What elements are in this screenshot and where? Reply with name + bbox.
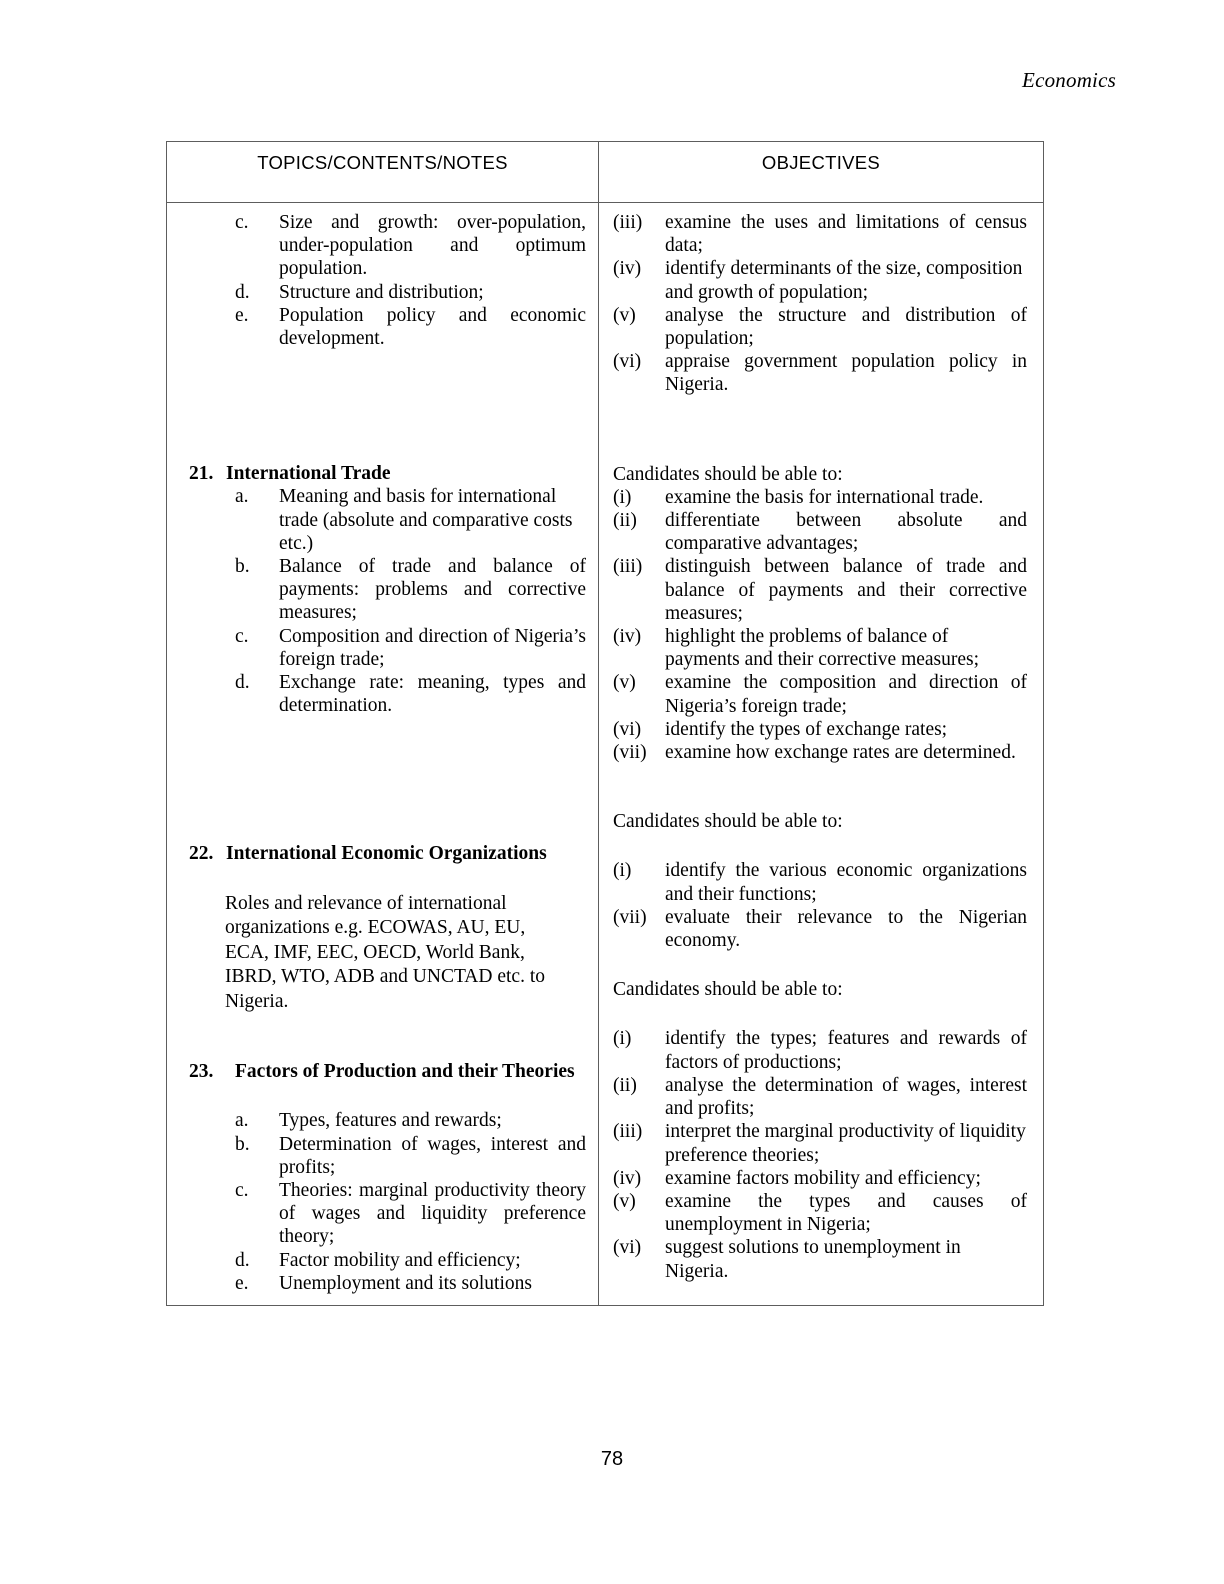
list-item xyxy=(177,1249,588,1272)
list-item-text: identify the various economic organizations and their functions; xyxy=(665,860,1027,905)
list-item-text: analyse the determination of wages, interest and profits; xyxy=(665,1074,1027,1120)
section-heading xyxy=(177,1060,588,1083)
list-item-text: Exchange rate: meaning, types and determination. xyxy=(279,672,586,717)
list-item-marker: (i) xyxy=(613,860,632,882)
list-item-marker: e. xyxy=(235,304,249,326)
lead-in-text: Candidates should be able to: xyxy=(613,979,843,1001)
running-head-subject: Economics xyxy=(1022,68,1116,92)
section-gap xyxy=(177,350,588,412)
section-factors-of-production xyxy=(177,1060,588,1295)
objectives-population-continued xyxy=(609,211,1033,397)
list-item xyxy=(609,859,1033,905)
list-item xyxy=(177,555,588,625)
list-item-marker: (vi) xyxy=(613,718,642,740)
table-header-row xyxy=(167,142,1044,203)
list-item-text: highlight the problems of balance of payments and their corrective measures; xyxy=(665,626,980,671)
list-item xyxy=(609,741,1033,764)
list-item-marker: (ii) xyxy=(613,510,637,532)
list-item-text: identify the types; features and rewards of factors of productions; xyxy=(665,1028,1027,1073)
objectives-content xyxy=(599,203,1043,1293)
section-number: 23. xyxy=(189,1061,214,1083)
list-item xyxy=(609,906,1033,952)
list-item-text: examine the uses and limitations of census data; xyxy=(665,212,1027,257)
paragraph-gap xyxy=(609,833,1033,859)
list-item xyxy=(177,671,588,717)
list-item-text: suggest solutions to unemployment in Nigeria. xyxy=(665,1237,961,1282)
list-item-text: Structure and distribution; xyxy=(279,281,484,303)
list-item-text: Meaning and basis for international trade (absolute and comparative costs etc.) xyxy=(279,486,573,554)
list-item-text: Composition and direction of Nigeria’s foreign trade; xyxy=(279,625,586,670)
section-heading xyxy=(177,462,588,485)
section-heading xyxy=(177,842,588,865)
section-gap xyxy=(609,952,1033,978)
list-item-text: Theories: marginal productivity theory of wages and liquidity preference theory; xyxy=(279,1179,586,1248)
list-item-marker: (vii) xyxy=(613,742,647,764)
section-gap xyxy=(609,397,1033,459)
objectives-cell xyxy=(599,203,1044,1306)
list-item-marker: a. xyxy=(235,486,249,508)
list-item-marker: (v) xyxy=(613,304,636,326)
list-item-text: examine the types and causes of unemployment in Nigeria; xyxy=(665,1190,1027,1236)
list-item-text: appraise government population policy in Nigeria. xyxy=(665,351,1027,396)
list-item xyxy=(609,509,1033,555)
list-item-marker: a. xyxy=(235,1110,249,1132)
list-item-text: examine factors mobility and efficiency; xyxy=(665,1167,981,1189)
section-gap xyxy=(177,412,588,462)
list-item-marker: c. xyxy=(235,1179,249,1201)
list-item-marker: (vi) xyxy=(613,1237,642,1259)
column-header-objectives: OBJECTIVES xyxy=(599,142,1044,203)
list-item xyxy=(609,625,1033,671)
section-gap xyxy=(177,717,588,779)
list-item-marker: (i) xyxy=(613,486,632,508)
section-gap xyxy=(177,1014,588,1060)
list-item-marker: (iii) xyxy=(613,556,643,578)
list-item xyxy=(609,1120,1033,1166)
list-item-marker: (v) xyxy=(613,672,636,694)
list-item xyxy=(177,1133,588,1179)
list-item-marker: c. xyxy=(235,625,249,647)
section-number: 21. xyxy=(189,463,214,485)
list-item xyxy=(177,485,588,555)
list-item-text: identify determinants of the size, composition and growth of population; xyxy=(665,258,1023,303)
objectives-factors-of-production xyxy=(609,978,1033,1282)
column-header-topics: TOPICS/CONTENTS/NOTES xyxy=(167,142,599,203)
list-item xyxy=(609,350,1033,396)
list-item xyxy=(177,281,588,304)
table-header xyxy=(167,142,1044,203)
list-item-marker: (ii) xyxy=(613,1074,637,1096)
list-item-marker: e. xyxy=(235,1272,249,1294)
list-item-text: identify the types of exchange rates; xyxy=(665,718,948,740)
list-item-marker: d. xyxy=(235,1249,250,1271)
list-item xyxy=(609,718,1033,741)
list-item-marker: (iv) xyxy=(613,258,642,280)
list-item-marker: (iii) xyxy=(613,1121,643,1143)
objectives-international-economic-organizations xyxy=(609,810,1033,952)
list-item-marker: (vii) xyxy=(613,906,647,928)
section-gap xyxy=(609,764,1033,810)
topics-cell xyxy=(167,203,599,1306)
section-paragraph: Roles and relevance of international organizations e.g. ECOWAS, AU, EU, ECA, IMF, EEC, OECD, World Bank, IBRD, WTO, ADB and UNCTAD etc. to Nigeria. xyxy=(225,892,545,1012)
section-international-economic-organizations xyxy=(177,842,588,1014)
list-item-text: Unemployment and its solutions xyxy=(279,1272,532,1294)
list-item-marker: (v) xyxy=(613,1190,636,1212)
list-item-text: interpret the marginal productivity of liquidity preference theories; xyxy=(665,1121,1026,1166)
page-number: 78 xyxy=(600,1448,624,1470)
list-item xyxy=(609,1027,1033,1073)
list-item xyxy=(177,304,588,350)
topics-content xyxy=(167,203,598,1305)
list-item-text: Population policy and economic development. xyxy=(279,304,586,350)
list-item-text: Size and growth: over-population, under-population and optimum population. xyxy=(279,212,586,280)
list-item-marker: (i) xyxy=(613,1028,632,1050)
list-item-marker: b. xyxy=(235,1133,250,1155)
section-gap xyxy=(177,779,588,842)
list-item-text: evaluate their relevance to the Nigerian economy. xyxy=(665,906,1027,952)
list-item xyxy=(177,1272,588,1295)
list-item xyxy=(609,211,1033,257)
section-international-trade xyxy=(177,462,588,717)
list-item-text: examine the basis for international trade. xyxy=(665,486,984,508)
section-title: International Economic Organizations xyxy=(226,843,547,865)
list-item-marker: (iv) xyxy=(613,626,642,648)
list-item-text: Types, features and rewards; xyxy=(279,1110,502,1132)
list-item-text: distinguish between balance of trade and balance of payments and their corrective measures; xyxy=(665,556,1027,624)
section-title: Factors of Production and their Theories xyxy=(235,1061,575,1083)
list-item xyxy=(609,304,1033,350)
list-item-marker: (vi) xyxy=(613,351,642,373)
list-item xyxy=(177,1109,588,1132)
paragraph-gap xyxy=(609,1001,1033,1027)
list-item xyxy=(609,1074,1033,1120)
lead-in-text: Candidates should be able to: xyxy=(613,811,843,833)
section-population-continued xyxy=(177,211,588,350)
list-item-text: analyse the structure and distribution of population; xyxy=(665,304,1027,350)
paragraph-gap xyxy=(177,866,588,892)
list-item xyxy=(177,211,588,281)
list-item-marker: c. xyxy=(235,212,249,233)
list-item xyxy=(609,1167,1033,1190)
list-item-marker: (iii) xyxy=(613,212,643,233)
list-item-text: Determination of wages, interest and profits; xyxy=(279,1133,586,1178)
list-item-marker: d. xyxy=(235,281,250,303)
list-item-text: examine how exchange rates are determined. xyxy=(665,742,1016,764)
list-item-text: examine the composition and direction of Nigeria’s foreign trade; xyxy=(665,672,1027,717)
section-number: 22. xyxy=(189,843,214,865)
section-title: International Trade xyxy=(226,463,391,485)
list-item xyxy=(609,486,1033,509)
list-item xyxy=(609,1236,1033,1282)
list-item xyxy=(609,257,1033,303)
list-item xyxy=(609,555,1033,625)
list-item-marker: d. xyxy=(235,672,250,694)
paragraph-gap xyxy=(177,1083,588,1109)
list-item xyxy=(609,671,1033,717)
list-item xyxy=(609,1190,1033,1236)
lead-in-text: Candidates should be able to: xyxy=(613,463,843,485)
objectives-international-trade xyxy=(609,463,1033,765)
syllabus-table xyxy=(166,141,1044,1306)
table-row xyxy=(167,203,1044,1306)
list-item xyxy=(177,625,588,671)
list-item-text: Balance of trade and balance of payments: problems and corrective measures; xyxy=(279,556,586,624)
list-item-marker: b. xyxy=(235,556,250,578)
list-item-marker: (iv) xyxy=(613,1167,642,1189)
list-item-text: Factor mobility and efficiency; xyxy=(279,1249,521,1271)
list-item xyxy=(177,1179,588,1249)
table-body xyxy=(167,203,1044,1306)
list-item-text: differentiate between absolute and comparative advantages; xyxy=(665,510,1027,555)
